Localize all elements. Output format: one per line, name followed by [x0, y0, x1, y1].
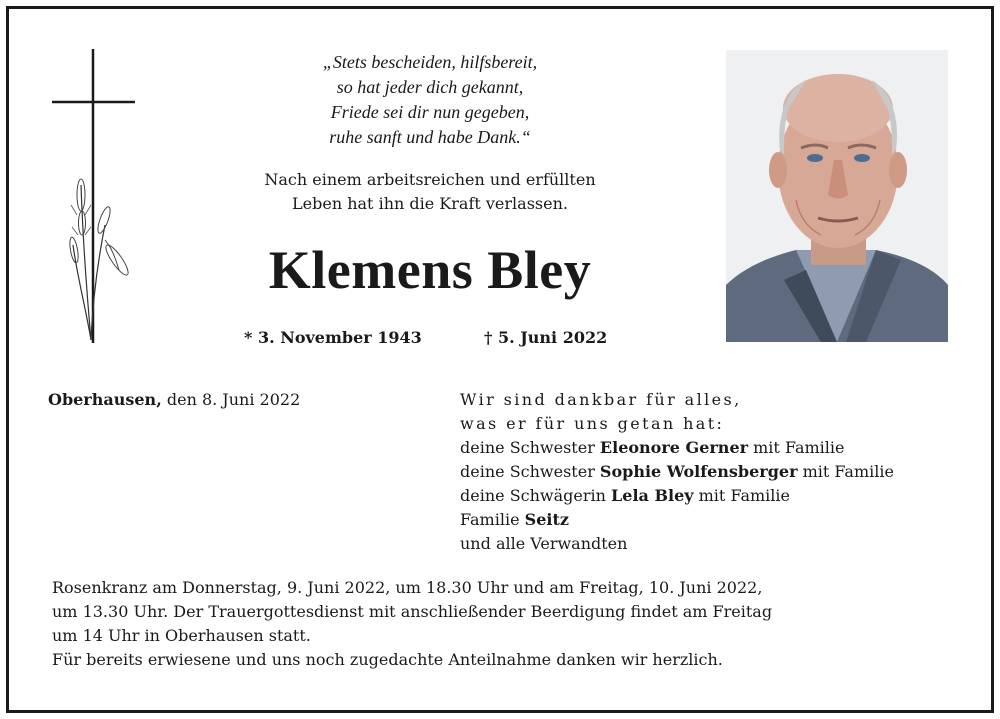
mourner-name: Seitz — [524, 510, 569, 529]
service-notice — [52, 576, 972, 672]
place-date: den 8. Juni 2022 — [161, 390, 301, 409]
intro-text — [200, 168, 660, 216]
mourner-entry — [460, 460, 970, 484]
mourner-suffix: mit Familie — [748, 438, 845, 457]
mourner-entry — [460, 436, 970, 460]
birth-date: * 3. November 1943 — [244, 328, 422, 347]
cross-with-wheat-icon — [47, 45, 137, 345]
mourners-closing: und alle Verwandten — [460, 534, 628, 553]
poem-line: ruhe sanft und habe Dank.“ — [329, 127, 531, 147]
notice-line: Rosenkranz am Donnerstag, 9. Juni 2022, um 18.30 Uhr und am Freitag, 10. Juni 2022, — [52, 578, 763, 597]
mourner-suffix: mit Familie — [797, 462, 894, 481]
poem-line: „Stets bescheiden, hilfsbereit, — [322, 52, 538, 72]
intro-line: Nach einem arbeitsreichen und erfüllten — [264, 170, 596, 189]
mourner-relation: Familie — [460, 510, 525, 529]
mourner-entry — [460, 484, 970, 508]
thanks-line: was er für uns getan hat: — [460, 414, 725, 433]
notice-line: um 13.30 Uhr. Der Trauergottesdienst mit anschließender Beerdigung findet am Freitag — [52, 602, 773, 621]
portrait-photo — [726, 50, 948, 342]
mourner-relation: deine Schwester — [460, 438, 600, 457]
mourner-entry — [460, 508, 970, 532]
mourner-relation: deine Schwester — [460, 462, 600, 481]
deceased-name: Klemens Bley — [268, 240, 592, 300]
mourner-name: Sophie Wolfensberger — [599, 462, 798, 481]
mourners-list — [460, 388, 970, 556]
mourner-relation: deine Schwägerin — [460, 486, 612, 505]
mourner-name: Eleonore Gerner — [599, 438, 749, 457]
place-and-date — [48, 388, 300, 412]
poem-line: Friede sei dir nun gegeben, — [330, 102, 530, 122]
notice-line: Für bereits erwiesene und uns noch zugedachte Anteilnahme danken wir herzlich. — [52, 650, 723, 669]
intro-line: Leben hat ihn die Kraft verlassen. — [292, 194, 568, 213]
poem — [230, 50, 630, 150]
poem-line: so hat jeder dich gekannt, — [336, 77, 524, 97]
thanks-line: Wir sind dankbar für alles, — [460, 390, 742, 409]
death-date: † 5. Juni 2022 — [484, 328, 608, 347]
notice-line: um 14 Uhr in Oberhausen statt. — [52, 626, 311, 645]
mourner-name: Lela Bley — [611, 486, 694, 505]
place-name: Oberhausen, — [48, 390, 162, 409]
mourner-suffix: mit Familie — [693, 486, 790, 505]
